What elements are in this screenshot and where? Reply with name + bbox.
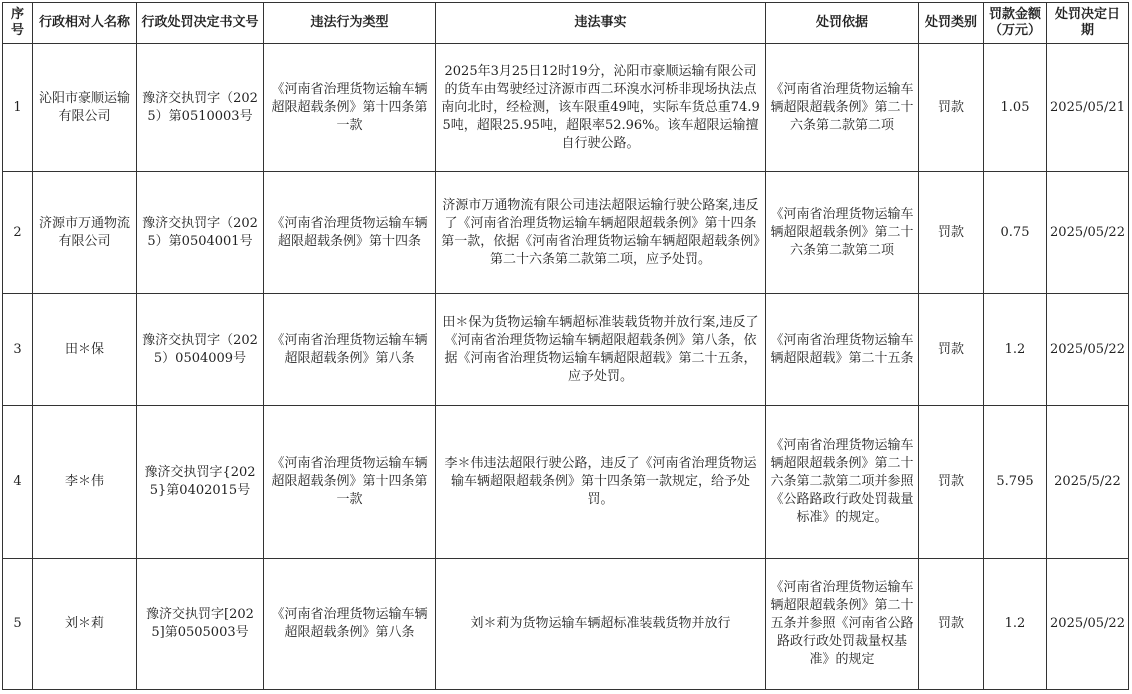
header-category: 处罚类别: [919, 3, 984, 44]
table-row: [3, 559, 1129, 690]
cell-party: 李＊伟: [33, 406, 137, 559]
cell-party: 沁阳市豪顺运输有限公司: [33, 44, 137, 172]
cell-facts: 李＊伟违法超限行驶公路，违反了《河南省治理货物运输车辆超限超载条例》第十四条第一款规定，给予处罚。: [436, 406, 766, 559]
cell-date: 2025/5/22: [1047, 406, 1129, 559]
cell-basis: 《河南省治理货物运输车辆超限超载条例》第二十六条第二款第二项: [766, 172, 919, 294]
cell-doc-no: 豫济交执罚字{2025}第0402015号: [137, 406, 264, 559]
cell-party: 刘＊莉: [33, 559, 137, 690]
header-party: 行政相对人名称: [33, 3, 137, 44]
header-date: 处罚决定日期: [1047, 3, 1129, 44]
header-violation-type: 违法行为类型: [264, 3, 436, 44]
cell-date: 2025/05/22: [1047, 559, 1129, 690]
cell-no: 2: [3, 172, 33, 294]
cell-category: 罚款: [919, 559, 984, 690]
cell-facts: 刘＊莉为货物运输车辆超标准装载货物并放行: [436, 559, 766, 690]
cell-category: 罚款: [919, 406, 984, 559]
header-facts: 违法事实: [436, 3, 766, 44]
cell-facts: 田＊保为货物运输车辆超标准装载货物并放行案,违反了《河南省治理货物运输车辆超限超载条例》第八条，依据《河南省治理货物运输车辆超限超载》第二十五条，应予处罚。: [436, 294, 766, 406]
cell-date: 2025/05/22: [1047, 172, 1129, 294]
header-basis: 处罚依据: [766, 3, 919, 44]
table-row: [3, 294, 1129, 406]
cell-amount: 1.2: [984, 294, 1047, 406]
cell-violation-type: 《河南省治理货物运输车辆超限超载条例》第八条: [264, 559, 436, 690]
cell-amount: 1.2: [984, 559, 1047, 690]
cell-basis: 《河南省治理货物运输车辆超限超载》第二十五条: [766, 294, 919, 406]
cell-date: 2025/05/21: [1047, 44, 1129, 172]
penalty-table: [2, 2, 1129, 690]
cell-basis: 《河南省治理货物运输车辆超限超载条例》第二十五条并参照《河南省公路路政行政处罚裁量权基准》的规定: [766, 559, 919, 690]
header-no: 序号: [3, 3, 33, 44]
cell-facts: 济源市万通物流有限公司违法超限运输行驶公路案,违反了《河南省治理货物运输车辆超限超载条例》第十四条第一款，依据《河南省治理货物运输车辆超限超载条例》第二十六条第二款第二项，应予处罚。: [436, 172, 766, 294]
cell-party: 田＊保: [33, 294, 137, 406]
cell-no: 3: [3, 294, 33, 406]
cell-no: 4: [3, 406, 33, 559]
cell-violation-type: 《河南省治理货物运输车辆超限超载条例》第八条: [264, 294, 436, 406]
cell-date: 2025/05/22: [1047, 294, 1129, 406]
cell-violation-type: 《河南省治理货物运输车辆超限超载条例》第十四条第一款: [264, 44, 436, 172]
cell-violation-type: 《河南省治理货物运输车辆超限超载条例》第十四条第一款: [264, 406, 436, 559]
cell-violation-type: 《河南省治理货物运输车辆超限超载条例》第十四条: [264, 172, 436, 294]
cell-doc-no: 豫济交执罚字（2025）0504009号: [137, 294, 264, 406]
cell-basis: 《河南省治理货物运输车辆超限超载条例》第二十六条第二款第二项: [766, 44, 919, 172]
cell-no: 1: [3, 44, 33, 172]
cell-amount: 0.75: [984, 172, 1047, 294]
cell-facts: 2025年3月25日12时19分，沁阳市豪顺运输有限公司的货车由驾驶经过济源市西二环溴水河桥非现场执法点南向北时，经检测，该车限重49吨，实际车货总重74.95吨，超限25.95吨，超限率52.96%。该车超限运输擅自行驶公路。: [436, 44, 766, 172]
cell-category: 罚款: [919, 44, 984, 172]
cell-doc-no: 豫济交执罚字（2025）第0510003号: [137, 44, 264, 172]
cell-party: 济源市万通物流有限公司: [33, 172, 137, 294]
cell-amount: 1.05: [984, 44, 1047, 172]
cell-no: 5: [3, 559, 33, 690]
header-doc-no: 行政处罚决定书文号: [137, 3, 264, 44]
cell-basis: 《河南省治理货物运输车辆超限超载条例》第二十六条第二款第二项并参照《公路路政行政处罚裁量标准》的规定。: [766, 406, 919, 559]
cell-doc-no: 豫济交执罚字[2025]第0505003号: [137, 559, 264, 690]
cell-doc-no: 豫济交执罚字（2025）第0504001号: [137, 172, 264, 294]
table-row: [3, 44, 1129, 172]
cell-amount: 5.795: [984, 406, 1047, 559]
table-row: [3, 172, 1129, 294]
cell-category: 罚款: [919, 172, 984, 294]
header-row: [3, 3, 1129, 44]
header-amount: 罚款金额（万元）: [984, 3, 1047, 44]
table-row: [3, 406, 1129, 559]
cell-category: 罚款: [919, 294, 984, 406]
